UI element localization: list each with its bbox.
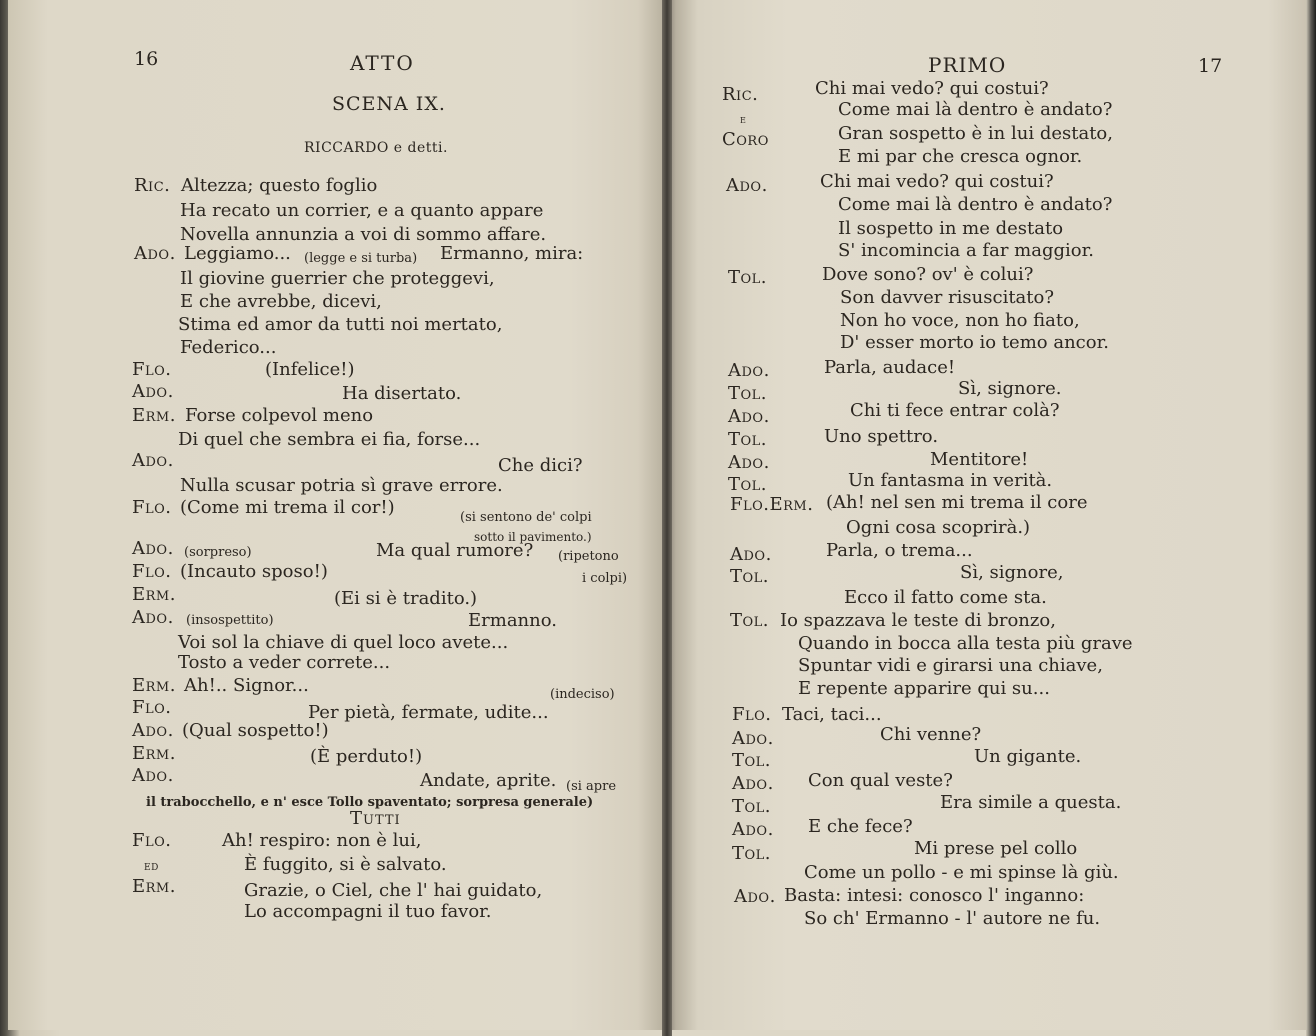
verse-line: Ogni cosa scoprirà.) [846, 517, 1031, 538]
stage-direction: (sorpreso) [184, 545, 252, 560]
verse-line: Dove sono? ov' è colui? [822, 264, 1034, 285]
verse-line: (Qual sospetto!) [182, 720, 329, 741]
stage-direction: (insospettito) [186, 613, 274, 628]
verse-line: Per pietà, fermate, udite... [308, 702, 549, 723]
stage-direction: (ripetono [558, 549, 619, 564]
verse-line: (Infelice!) [265, 359, 355, 380]
verse-line: Taci, taci... [782, 704, 882, 725]
speaker: Erm. [132, 405, 176, 426]
speaker: Ado. [132, 765, 174, 786]
verse-line: Sì, signore. [958, 378, 1062, 399]
verse-line: Uno spettro. [824, 426, 939, 447]
verse-line: Mentitore! [930, 449, 1029, 470]
stage-direction: il trabocchello, e n' esce Tollo spaventato; sorpresa generale) [146, 795, 594, 810]
verse-line: Ecco il fatto come sta. [844, 587, 1047, 608]
verse-line: Grazie, o Ciel, che l' hai guidato, [244, 880, 543, 901]
verse-line: (È perduto!) [310, 746, 423, 767]
stage-direction: (si sentono de' colpi [460, 510, 592, 525]
verse-line: Un gigante. [974, 746, 1082, 767]
verse-line: Era simile a questa. [940, 792, 1122, 813]
verse-line: D' esser morto io temo ancor. [840, 332, 1109, 353]
stage-direction: (legge e si turba) [304, 251, 418, 266]
verse-line: Leggiamo... [184, 243, 291, 264]
speaker: Tol. [730, 566, 770, 587]
verse-line: Come mai là dentro è andato? [838, 99, 1113, 120]
scene-title: SCENA IX. [332, 93, 446, 115]
speaker: Ado. [132, 538, 174, 559]
speaker: Tol. [728, 474, 768, 495]
verse-line: So ch' Ermanno - l' autore ne fu. [804, 908, 1101, 929]
speaker: Flo. [732, 704, 772, 725]
speaker: Erm. [132, 743, 176, 764]
page-number: 16 [134, 48, 159, 70]
speaker: Flo. [132, 359, 172, 380]
speaker: Flo. [132, 697, 172, 718]
verse-line: Ah! respiro: non è lui, [222, 830, 422, 851]
speaker: Ado. [726, 175, 768, 196]
verse-line: Novella annunzia a voi di sommo affare. [180, 224, 547, 245]
right-page [668, 0, 1308, 1030]
verse-line: Il sospetto in me destato [838, 218, 1064, 239]
page-edge [1306, 0, 1316, 1036]
speaker: Tol. [730, 610, 770, 631]
verse-line: Chi mai vedo? qui costui? [820, 171, 1054, 192]
verse-line: Son davver risuscitato? [840, 287, 1055, 308]
speaker: Ado. [730, 544, 772, 565]
verse-line: Un fantasma in verità. [848, 470, 1053, 491]
speaker: Tol. [728, 429, 768, 450]
verse-line: Io spazzava le teste di bronzo, [780, 610, 1056, 631]
stage-direction: (indeciso) [550, 687, 615, 702]
speaker: Ado. [728, 452, 770, 473]
speaker: Ado. [132, 381, 174, 402]
verse-line: Come mai là dentro è andato? [838, 194, 1113, 215]
speaker: Ado. [732, 819, 774, 840]
verse-line: Che dici? [498, 455, 583, 476]
verse-line: Ma qual rumore? [376, 540, 534, 561]
verse-line: Ermanno, mira: [440, 243, 584, 264]
verse-line: Andate, aprite. [420, 770, 557, 791]
speaker: Flo. [132, 561, 172, 582]
page-number: 17 [1198, 55, 1223, 77]
verse-line: Tosto a veder correte... [178, 652, 391, 673]
speaker: Ado. [732, 773, 774, 794]
speaker: Tol. [732, 796, 772, 817]
speaker: Ado. [132, 720, 174, 741]
speaker: Ado. [132, 450, 174, 471]
verse-line: Chi ti fece entrar colà? [850, 400, 1060, 421]
verse-line: È fuggito, si è salvato. [244, 854, 447, 875]
speaker: Flo. [132, 830, 172, 851]
verse-line: Di quel che sembra ei fia, forse... [178, 429, 481, 450]
speaker: ed [144, 859, 159, 874]
speaker: Flo. [132, 497, 172, 518]
speaker: Tol. [732, 843, 772, 864]
speaker: Tol. [728, 267, 768, 288]
verse-line: Ermanno. [468, 610, 557, 631]
speaker: Ado. [134, 243, 176, 264]
stage-direction: (si apre [566, 779, 617, 794]
verse-line: Nulla scusar potria sì grave errore. [180, 475, 503, 496]
speaker: Ado. [732, 728, 774, 749]
speaker: Ado. [728, 406, 770, 427]
speaker: Erm. [132, 876, 176, 897]
speaker: Tol. [728, 383, 768, 404]
verse-line: (Ei si è tradito.) [334, 588, 478, 609]
verse-line: Ha disertato. [342, 383, 462, 404]
verse-line: Voi sol la chiave di quel loco avete... [178, 632, 509, 653]
stage-direction: sotto il pavimento.) [474, 530, 592, 544]
verse-line: S' incomincia a far maggior. [838, 240, 1094, 261]
verse-line: (Incauto sposo!) [180, 561, 328, 582]
verse-line: Forse colpevol meno [185, 405, 374, 426]
speaker: Erm. [132, 584, 176, 605]
running-head: ATTO [350, 51, 415, 75]
stage-direction: i colpi) [582, 571, 628, 586]
verse-line: Come un pollo - e mi spinse là giù. [804, 862, 1119, 883]
verse-line: Mi prese pel collo [914, 838, 1078, 859]
speaker: Ado. [132, 607, 174, 628]
speaker: Ric. [722, 84, 759, 105]
verse-line: Ha recato un corrier, e a quanto appare [180, 200, 544, 221]
verse-line: Stima ed amor da tutti noi mertato, [178, 314, 503, 335]
verse-line: (Ah! nel sen mi trema il core [826, 492, 1088, 513]
verse-line: Ah!.. Signor... [184, 675, 309, 696]
verse-line: E che avrebbe, dicevi, [180, 291, 382, 312]
speaker: Flo.Erm. [730, 494, 814, 515]
verse-line: Basta: intesi: conosco l' inganno: [784, 885, 1085, 906]
verse-line: Parla, o trema... [826, 540, 973, 561]
verse-line: Con qual veste? [808, 770, 953, 791]
verse-line: Sì, signore, [960, 562, 1064, 583]
speaker: Ado. [734, 886, 776, 907]
verse-line: Chi venne? [880, 724, 982, 745]
speaker: e [740, 112, 747, 126]
left-page [8, 0, 668, 1030]
speaker: Tol. [732, 750, 772, 771]
verse-line: (Come mi trema il cor!) [180, 497, 395, 518]
verse-line: E mi par che cresca ognor. [838, 146, 1083, 167]
speaker: Ric. [134, 175, 171, 196]
verse-line: Gran sospetto è in lui destato, [838, 123, 1113, 144]
verse-line: Il giovine guerrier che proteggevi, [180, 268, 495, 289]
verse-line: Parla, audace! [824, 357, 956, 378]
running-head: PRIMO [928, 53, 1007, 77]
scene-characters: RICCARDO e detti. [304, 140, 448, 156]
verse-line: Lo accompagni il tuo favor. [244, 901, 492, 922]
verse-line: Spuntar vidi e girarsi una chiave, [798, 655, 1103, 676]
verse-line: Chi mai vedo? qui costui? [815, 78, 1049, 99]
verse-line: Quando in bocca alla testa più grave [798, 633, 1133, 654]
verse-line: Federico... [180, 337, 277, 358]
chorus-heading: Tutti [350, 808, 401, 829]
speaker: Ado. [728, 360, 770, 381]
verse-line: E che fece? [808, 816, 913, 837]
speaker: Erm. [132, 675, 176, 696]
verse-line: E repente apparire qui su... [798, 678, 1050, 699]
verse-line: Altezza; questo foglio [181, 175, 378, 196]
speaker: Coro [722, 129, 769, 150]
verse-line: Non ho voce, non ho fiato, [840, 310, 1080, 331]
book-gutter [662, 0, 672, 1036]
